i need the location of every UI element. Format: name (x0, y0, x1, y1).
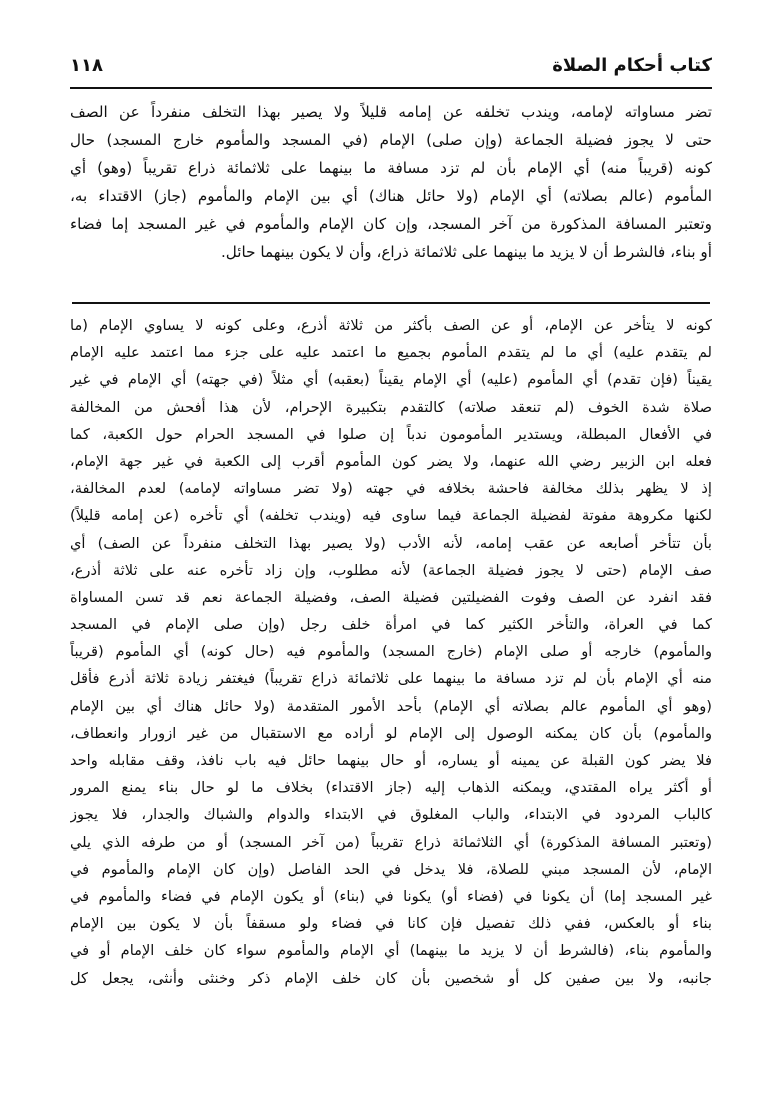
footnote-line: منه أي الإمام بأن لم تزد مسافة ما بينهما على ثلاثمائة ذراع تقريباً) فيغتفر زيادة ثلاثة أذرع فأقل (70, 670, 712, 688)
footnote-divider (72, 302, 710, 304)
footnote-line: جانبه، ولا بين صفين كل أو شخصين بأن كان خلف الإمام ذكر وخنثى وأنثى، يجعل كل (70, 969, 712, 987)
header-rule (70, 87, 712, 89)
footnote-line: والمأموم بناء، (فالشرط أن لا يزيد ما بينهما) أي الإمام والمأموم سواء كان خلف الإمام أو في (70, 942, 712, 960)
text-line: حتى لا يجوز فضيلة الجماعة (وإن صلى) الإمام (في المسجد والمأموم خارج المسجد) حال (70, 131, 712, 149)
footnote-line: والمأموم) خارجه أو صلى الإمام (خارج المسجد) والمأموم فيه (حال كونه) أي المأموم (قريباً (70, 643, 712, 661)
footnote-line: (وهو أي المأموم عالم بصلاته أي الإمام) بأحد الأمور المتقدمة (ولا حائل هناك أي بين الإمام (70, 697, 712, 715)
footnote-line: إذ لا يظهر بذلك مخالفة فاحشة بخلافه في جهته (ولا تضر مساواته لإمامه) لعدم المخالفة، (70, 480, 712, 498)
text-line: كونه (قريباً منه) أي الإمام بأن لم تزد مسافة ما بينهما على ثلاثمائة ذراع تقريباً (وهو) أي (70, 159, 712, 177)
footnote-line: صف الإمام (حتى لا يجوز فضيلة الجماعة) لأنه مطلوب، وإن زاد تأخره عنه على ثلاثة أذرع، (70, 561, 712, 579)
footnote-line: والمأموم) بأن كان يمكنه الوصول إلى الإمام لو أراده مع الاستقبال من غير ازورار وانعطاف، (70, 724, 712, 742)
footnote-line: بناء أو بالعكس، ففي ذلك تفصيل فإن كانا في فضاء ولو مسقفاً بأن لا يكون بين الإمام (70, 915, 712, 933)
footnote-line: فقد انفرد عن الصف وفوت الفضيلتين فضيلة الصف، وفضيلة الجماعة نعم قد تسن المساواة (70, 588, 712, 606)
main-text (70, 98, 712, 266)
footnote-line: كما في العراة، والتأخر الكثير كما في امرأة خلف رجل (وإن صلى الإمام في المسجد (70, 616, 712, 634)
footnote-line: غير المسجد إما) أن يكونا في (فضاء أو) يكونا في (بناء) أو يكون الإمام في فضاء والمأموم في (70, 887, 712, 905)
text-line: وتعتبر المسافة المذكورة من آخر المسجد، وإن كان الإمام والمأموم في غير المسجد إما فضاء (70, 215, 712, 233)
footnote-line: في الأفعال المبطلة، ويستدير المأمومون ندباً إن صلوا في المسجد الحرام حول الكعبة، كما (70, 425, 712, 443)
footnote-line: يقيناً (فإن تقدم) أي المأموم (عليه) أي الإمام يقيناً (بعقبه) أي مثلاً (في جهته) أي الإمام في غير (70, 371, 712, 389)
footnote-line: (وتعتبر المسافة المذكورة) أي الثلاثمائة ذراع تقريباً (من آخر المسجد) أو من طرفه الذي يلي (70, 833, 712, 851)
running-header (70, 52, 712, 84)
footnote-line: فعله ابن الزبير رضي الله عنهما، ولا يضر كون المأموم أقرب إلى الكعبة في غير جهة الإمام، (70, 452, 712, 470)
text-line: المأموم (عالم بصلاته) أي الإمام (ولا حائل هناك) أي بين الإمام والمأموم (جاز) الاقتداء به، (70, 187, 712, 205)
footnote-line: صلاة شدة الخوف (لم تنعقد صلاته) كالتقدم بتكبيرة الإحرام، لأن هذا أفحش من المخالفة (70, 398, 712, 416)
footnote-line: أو أكثر يراه المقتدي، ويمكنه الذهاب إليه (جاز الاقتداء) بخلاف ما لو حال بناء يمنع المرور (70, 779, 712, 797)
footnote-line: فلا يضر كون القبلة عن يمينه أو يساره، أو حال بينهما حائل فيه باب نافذ، وقف مقابله واحد (70, 752, 712, 769)
footnote-line: الإمام، لأن المسجد مبني للصلاة، فلا يدخل في الحد الفاصل (وإن كان الإمام والمأموم في (70, 860, 712, 878)
footnote-line: لكنها مكروهة مفوتة لفضيلة الجماعة فيما ساوى فيه (ويندب تخلفه) أي تأخره (عن إمامه قليلاً) (70, 507, 712, 525)
text-line: أو بناء، فالشرط أن لا يزيد ما بينهما على ثلاثمائة ذراع، وأن لا يكون بينهما حائل. (220, 243, 712, 261)
footnote-line: بأن تتأخر أصابعه عن عقب إمامه، لأنه الأدب (ولا يصير بهذا التخلف منفرداً عن الصف) أي (70, 534, 712, 552)
page-number: ١١٨ (70, 55, 103, 76)
footnote-line: كالباب المردود في الابتداء، والباب المغلوق في الابتداء والدوام والشباك والجدار، فلا يجوز (70, 806, 712, 824)
footnote-line: لم يتقدم عليه) أي ما لم يتقدم المأموم بجميع ما اعتمد عليه على جزء مما اعتمد عليه الإمام (70, 344, 712, 362)
footnote-line: كونه لا يتأخر عن الإمام، أو عن الصف بأكثر من ثلاثة أذرع، وعلى كونه لا يساوي الإمام (ما (70, 317, 712, 334)
book-title: كتاب أحكام الصلاة (552, 55, 712, 76)
footnotes (70, 312, 712, 992)
text-line: تضر مساواته لإمامه، ويندب تخلفه عن إمامه قليلاً ولا يصير بهذا التخلف منفرداً عن الصف (70, 103, 712, 121)
